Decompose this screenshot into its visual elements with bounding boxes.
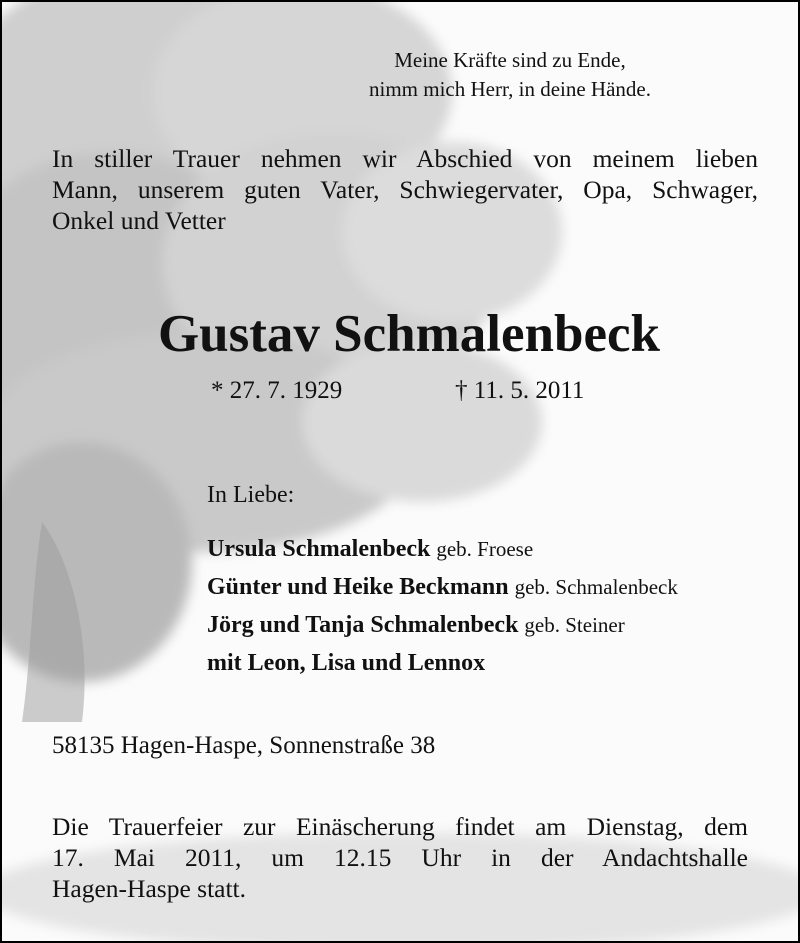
funeral-line: Die Trauerfeier zur Einäscherung findet am Dienstag, dem (52, 812, 748, 841)
mourner-entry (207, 530, 678, 568)
death-date: † 11. 5. 2011 (455, 377, 585, 404)
intro-line: Onkel und Vetter (52, 206, 226, 235)
mourner-maiden-name: geb. Steiner (524, 613, 625, 637)
funeral-notice (52, 811, 748, 904)
intro-paragraph (52, 143, 758, 236)
address: 58135 Hagen-Haspe, Sonnenstraße 38 (52, 732, 436, 759)
mourner-maiden-name: geb. Schmalenbeck (514, 575, 678, 599)
mourners-list (207, 530, 678, 682)
mourners-heading: In Liebe: (207, 482, 295, 508)
funeral-line: 17. Mai 2011, um 12.15 Uhr in der Andachtshalle (52, 843, 748, 872)
verse-line: nimm mich Herr, in deine Hände. (369, 77, 651, 101)
verse-line: Meine Kräfte sind zu Ende, (394, 48, 626, 72)
obituary-text (2, 2, 798, 941)
mourner-maiden-name: geb. Froese (436, 537, 534, 561)
deceased-name: Gustav Schmalenbeck (157, 305, 661, 363)
birth-date: * 27. 7. 1929 (211, 377, 343, 404)
funeral-line: Hagen-Haspe statt. (52, 874, 247, 903)
intro-line: Mann, unserem guten Vater, Schwiegervater, Opa, Schwager, (52, 175, 758, 204)
mourner-entry (207, 568, 678, 606)
mourner-name: Jörg und Tanja Schmalenbeck (207, 612, 519, 638)
verse (2, 46, 798, 104)
intro-line: In stiller Trauer nehmen wir Abschied von meinem lieben (52, 144, 758, 173)
mourner-name: mit Leon, Lisa und Lennox (207, 650, 486, 676)
mourner-name: Günter und Heike Beckmann (207, 574, 509, 600)
mourner-entry (207, 606, 678, 644)
mourner-name: Ursula Schmalenbeck (207, 536, 431, 562)
mourner-entry (207, 644, 678, 682)
